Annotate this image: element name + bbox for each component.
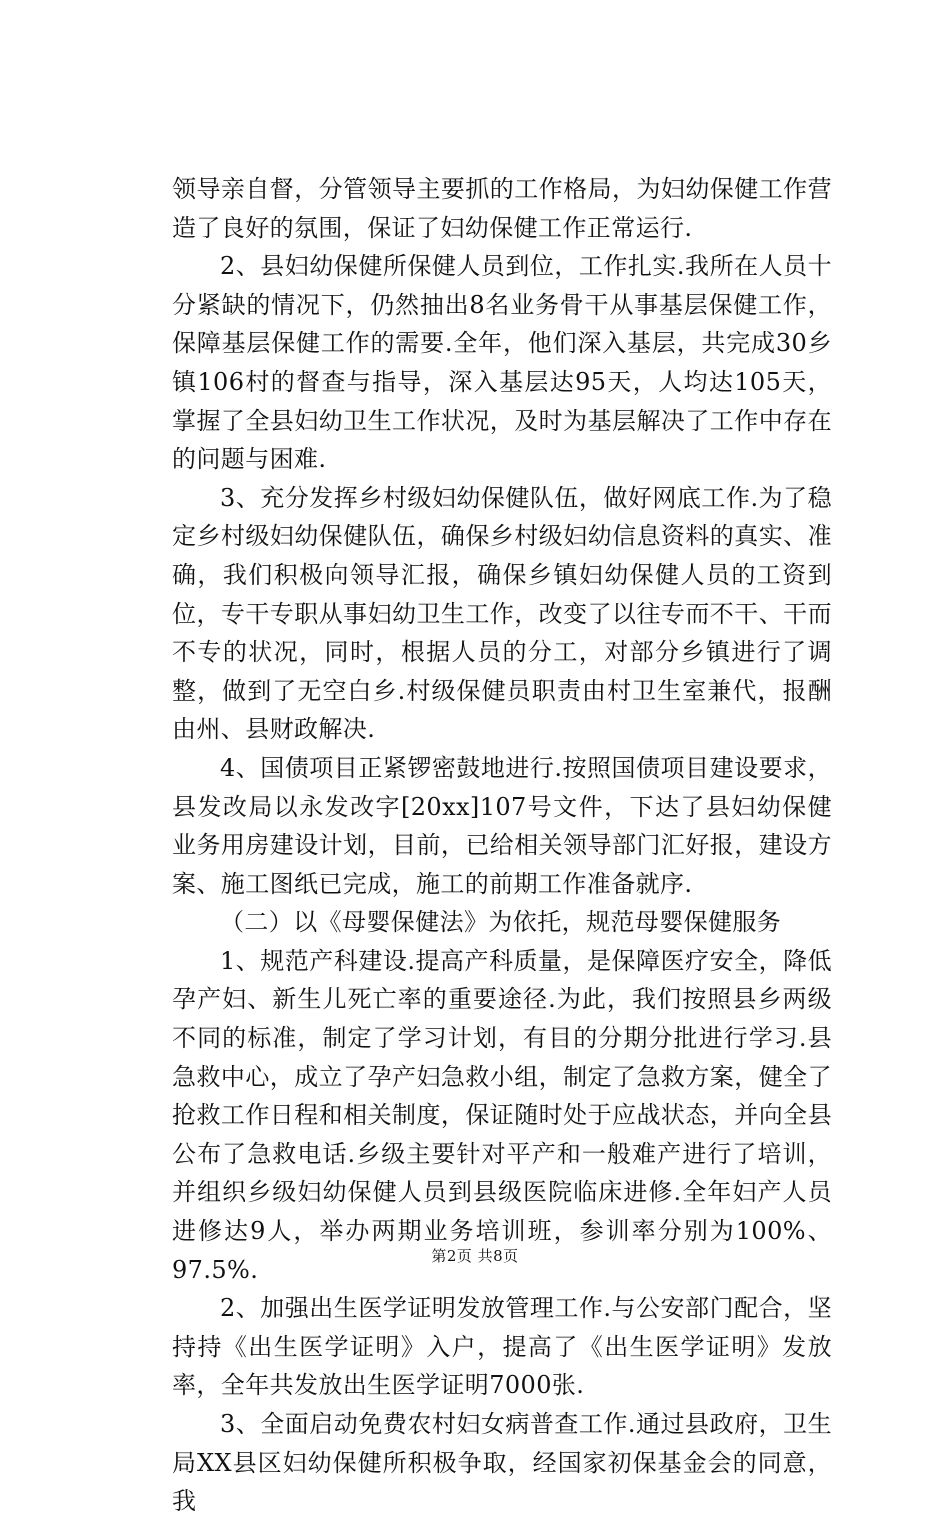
- paragraph-item-4: 4、国债项目正紧锣密鼓地进行.按照国债项目建设要求，县发改局以永发改字[20xx]107号文件，下达了县妇幼保健业务用房建设计划，目前，已给相关领导部门汇好报，建设方案、施工图纸已完成，施工的前期工作准备就序.: [172, 753, 832, 898]
- section-heading: （二）以《母婴保健法》为依托，规范母婴保健服务: [220, 908, 782, 937]
- document-body: [172, 170, 832, 1521]
- paragraph-item-2: 2、县妇幼保健所保健人员到位，工作扎实.我所在人员十分紧缺的情况下，仍然抽出8名业务骨干从事基层保健工作，保障基层保健工作的需要.全年，他们深入基层，共完成30乡镇106村的督查与指导，深入基层达95天，人均达105天，掌握了全县妇幼卫生工作状况，及时为基层解决了工作中存在的问题与困难.: [172, 252, 832, 474]
- paragraph-birth-certificate: 2、加强出生医学证明发放管理工作.与公安部门配合，坚持持《出生医学证明》入户，提高了《出生医学证明》发放率，全年共发放出生医学证明7000张.: [172, 1294, 832, 1400]
- paragraph-obstetrics: 1、规范产科建设.提高产科质量，是保障医疗安全，降低孕产妇、新生儿死亡率的重要途径.为此，我们按照县乡两级不同的标准，制定了学习计划，有目的分期分批进行学习.县急救中心，成立了孕产妇急救小组，制定了急救方案，健全了抢救工作日程和相关制度，保证随时处于应战状态，并向全县公布了急救电话.乡级主要针对平产和一般难产进行了培训，并组织乡级妇幼保健人员到县级医院临床进修.全年妇产人员进修达9人，举办两期业务培训班，参训率分别为100%、97.5%.: [172, 946, 832, 1284]
- page-number-footer: 第2页 共8页: [431, 1247, 519, 1265]
- paragraph-item-3: 3、充分发挥乡村级妇幼保健队伍，做好网底工作.为了稳定乡村级妇幼保健队伍，确保乡村级妇幼信息资料的真实、准确，我们积极向领导汇报，确保乡镇妇幼保健人员的工资到位，专干专职从事妇幼卫生工作，改变了以往专而不干、干而不专的状况，同时，根据人员的分工，对部分乡镇进行了调整，做到了无空白乡.村级保健员职责由村卫生室兼代，报酬由州、县财政解决.: [172, 483, 832, 744]
- paragraph-screening: 3、全面启动免费农村妇女病普查工作.通过县政府，卫生局XX县区妇幼保健所积极争取，经国家初保基金会的同意，我: [172, 1410, 832, 1516]
- paragraph-continuation: 领导亲自督，分管领导主要抓的工作格局，为妇幼保健工作营造了良好的氛围，保证了妇幼保健工作正常运行.: [172, 175, 832, 242]
